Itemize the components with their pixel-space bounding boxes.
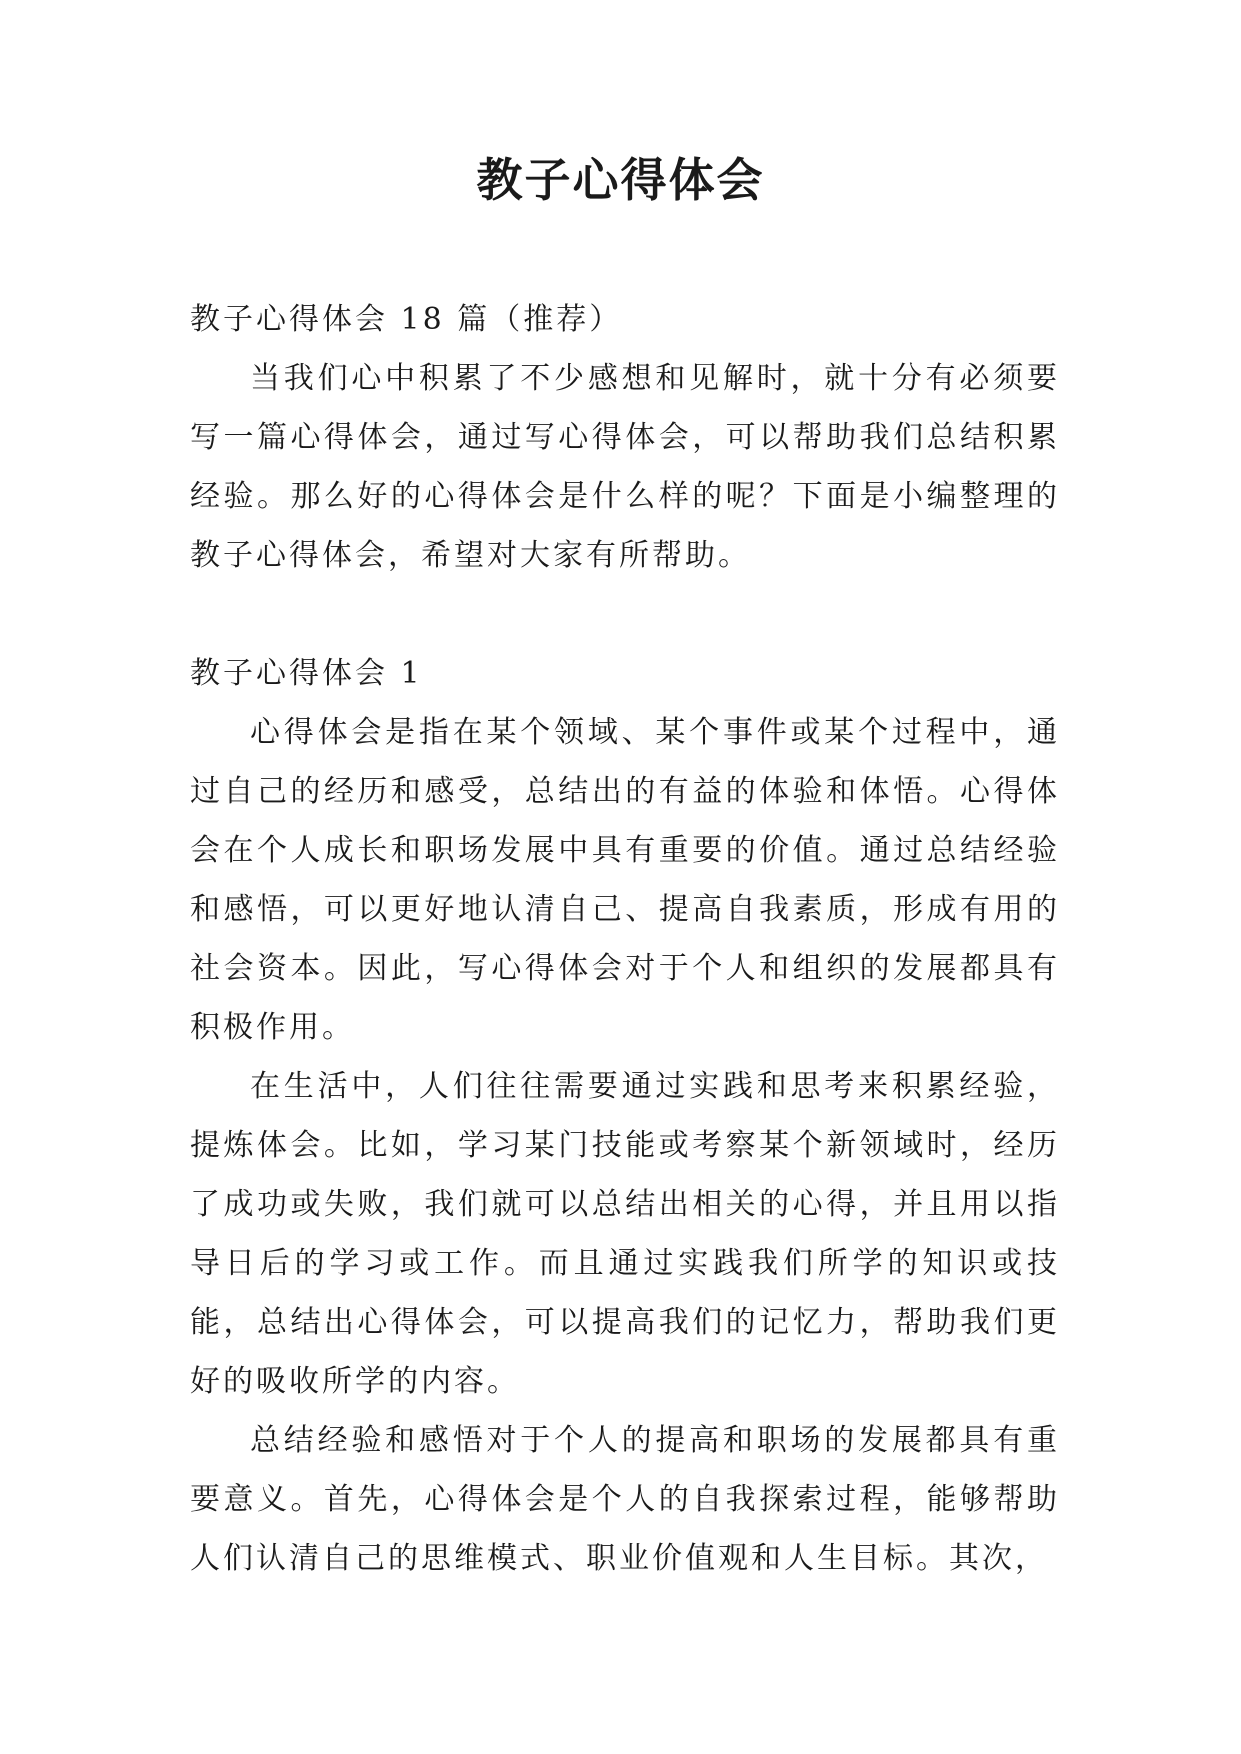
- intro-paragraph: 当我们心中积累了不少感想和见解时，就十分有必须要写一篇心得体会，通过写心得体会，可以帮助我们总结积累经验。那么好的心得体会是什么样的呢？下面是小编整理的教子心得体会，希望对大家有所帮助。: [190, 361, 1060, 573]
- body-paragraph-3: 总结经验和感悟对于个人的提高和职场的发展都具有重要意义。首先，心得体会是个人的自我探索过程，能够帮助人们认清自己的思维模式、职业价值观和人生目标。其次，: [190, 1423, 1060, 1576]
- body-paragraph-2: 在生活中，人们往往需要通过实践和思考来积累经验，提炼体会。比如，学习某门技能或考察某个新领域时，经历了成功或失败，我们就可以总结出相关的心得，并且用以指导日后的学习或工作。而且通过实践我们所学的知识或技能，总结出心得体会，可以提高我们的记忆力，帮助我们更好的吸收所学的内容。: [190, 1069, 1060, 1399]
- document-body: [190, 290, 1060, 1588]
- body-paragraph-1: 心得体会是指在某个领域、某个事件或某个过程中，通过自己的经历和感受，总结出的有益的体验和体悟。心得体会在个人成长和职场发展中具有重要的价值。通过总结经验和感悟，可以更好地认清自己、提高自我素质，形成有用的社会资本。因此，写心得体会对于个人和组织的发展都具有积极作用。: [190, 715, 1060, 1045]
- document-title: 教子心得体会: [476, 153, 765, 207]
- section-heading: 教子心得体会 1: [190, 656, 423, 691]
- document-subtitle: 教子心得体会 18 篇（推荐）: [190, 302, 623, 337]
